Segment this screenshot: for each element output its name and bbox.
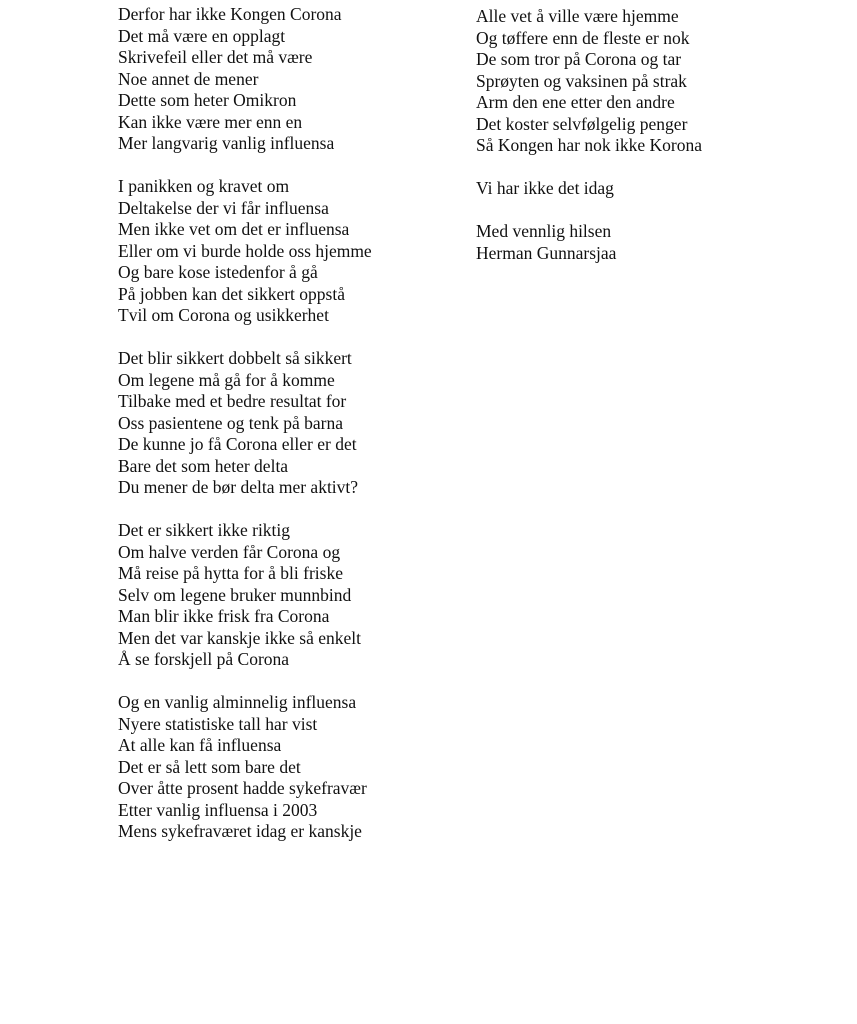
poem-line: Arm den ene etter den andre — [476, 92, 675, 112]
poem-line: De kunne jo få Corona eller er det — [118, 434, 357, 454]
poem-line: Man blir ikke frisk fra Corona — [118, 606, 330, 626]
poem-line: Alle vet å ville være hjemme — [476, 6, 679, 26]
stanza-7 — [476, 178, 836, 200]
poem-line: Men det var kanskje ikke så enkelt — [118, 627, 361, 648]
closing-greeting: Med vennlig hilsen — [476, 221, 612, 241]
stanza-5 — [118, 692, 463, 843]
poem-line: Vi har ikke det idag — [476, 178, 614, 198]
poem-line: Det må være en opplagt — [118, 25, 286, 46]
poem-line: At alle kan få influensa — [118, 735, 282, 755]
poem-line: Bare det som heter delta — [118, 455, 289, 476]
stanza-1 — [118, 4, 463, 155]
right-text-column — [476, 6, 836, 286]
poem-line: Over åtte prosent hadde sykefravær — [118, 778, 367, 798]
poem-line: I panikken og kravet om — [118, 176, 290, 196]
poem-line: Noe annet de mener — [118, 68, 259, 89]
poem-line: Sprøyten og vaksinen på strak — [476, 70, 687, 91]
poem-line: Deltakelse der vi får influensa — [118, 197, 329, 218]
poem-line: Derfor har ikke Kongen Corona — [118, 4, 342, 24]
poem-line: Og bare kose istedenfor å gå — [118, 262, 318, 282]
poem-line: Skrivefeil eller det må være — [118, 47, 313, 67]
poem-line: Etter vanlig influensa i 2003 — [118, 799, 318, 820]
left-text-column — [118, 4, 463, 864]
poem-line: Må reise på hytta for å bli friske — [118, 563, 343, 583]
stanza-2 — [118, 176, 463, 327]
poem-line: Og en vanlig alminnelig influensa — [118, 692, 357, 712]
poem-line: Nyere statistiske tall har vist — [118, 713, 318, 734]
poem-line: Oss pasientene og tenk på barna — [118, 412, 343, 433]
poem-line: Om legene må gå for å komme — [118, 369, 335, 390]
poem-line: På jobben kan det sikkert oppstå — [118, 283, 345, 304]
poem-line: Du mener de bør delta mer aktivt? — [118, 477, 359, 497]
poem-line: Selv om legene bruker munnbind — [118, 584, 352, 605]
poem-line: Dette som heter Omikron — [118, 90, 297, 110]
poem-line: Og tøffere enn de fleste er nok — [476, 27, 690, 48]
author-name: Herman Gunnarsjaa — [476, 242, 617, 263]
poem-line: Så Kongen har nok ikke Korona — [476, 135, 702, 155]
poem-line: Kan ikke være mer enn en — [118, 111, 303, 132]
poem-line: Det koster selvfølgelig penger — [476, 113, 688, 134]
signature-block — [476, 221, 836, 264]
stanza-4 — [118, 520, 463, 671]
poem-line: Å se forskjell på Corona — [118, 649, 290, 669]
stanza-6 — [476, 6, 836, 157]
poem-line: Mens sykefraværet idag er kanskje — [118, 821, 362, 841]
poem-line: Tilbake med et bedre resultat for — [118, 391, 347, 411]
poem-line: Tvil om Corona og usikkerhet — [118, 305, 329, 325]
poem-line: Mer langvarig vanlig influensa — [118, 133, 335, 153]
poem-line: Men ikke vet om det er influensa — [118, 219, 350, 239]
stanza-3 — [118, 348, 463, 499]
poem-line: Det er sikkert ikke riktig — [118, 520, 291, 540]
poem-line: Det er så lett som bare det — [118, 756, 301, 777]
poem-line: Det blir sikkert dobbelt så sikkert — [118, 348, 352, 368]
poem-line: De som tror på Corona og tar — [476, 49, 682, 69]
poem-line: Om halve verden får Corona og — [118, 541, 341, 562]
poem-line: Eller om vi burde holde oss hjemme — [118, 240, 372, 261]
